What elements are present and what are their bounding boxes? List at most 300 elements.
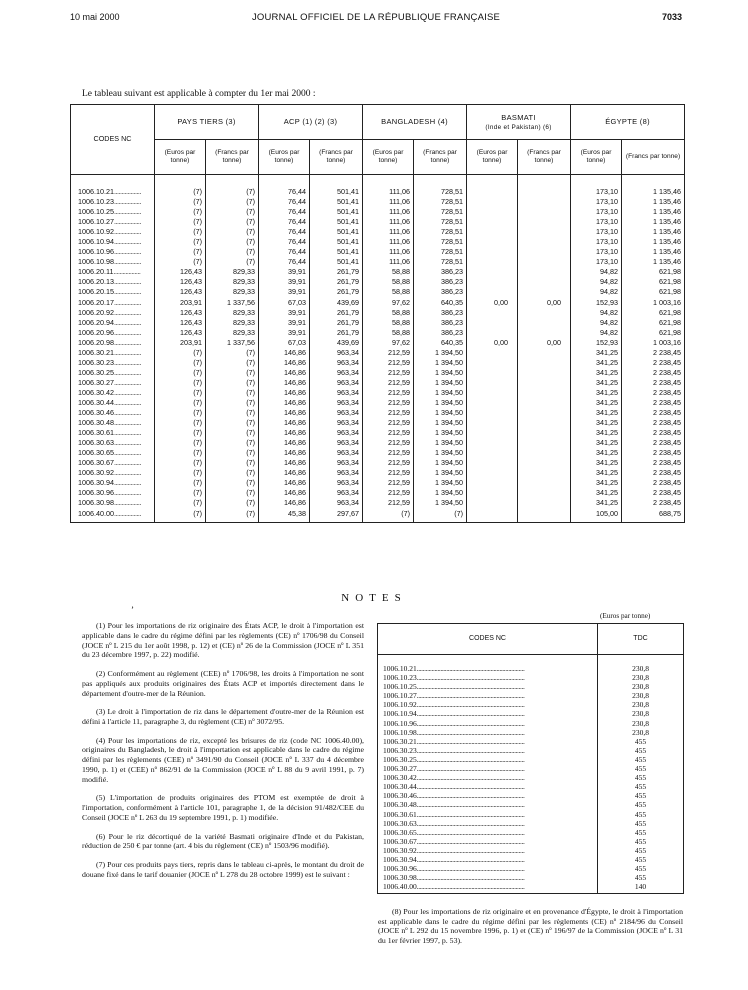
value-cell: 501,41 xyxy=(310,247,363,257)
leader-dots: ......................................................................... xyxy=(416,682,525,692)
tariff-table xyxy=(70,104,685,523)
table-row xyxy=(71,368,685,378)
nc-code: 1006.20.17 xyxy=(78,297,114,307)
value-cell: 829,33 xyxy=(206,308,259,318)
tdc-code: 1006.30.96 xyxy=(383,864,417,874)
leader-dots: .................. xyxy=(113,408,141,418)
leader-dots: .................. xyxy=(113,498,141,508)
tdc-row xyxy=(378,673,684,682)
nc-code: 1006.30.67 xyxy=(78,458,114,468)
tdc-value: 230,8 xyxy=(598,673,684,682)
value-cell: (7) xyxy=(206,448,259,458)
value-cell: 640,35 xyxy=(414,338,467,348)
table-row xyxy=(71,348,685,358)
page-number: 7033 xyxy=(661,12,682,22)
group-egypte: ÉGYPTE (8) xyxy=(571,105,685,140)
journal-title: JOURNAL OFFICIEL DE LA RÉPUBLIQUE FRANÇAISE xyxy=(251,12,501,23)
value-cell: 1 003,16 xyxy=(622,338,685,348)
value-cell: 111,06 xyxy=(363,237,414,247)
tdc-code: 1006.30.44 xyxy=(383,782,417,792)
value-cell: 126,43 xyxy=(155,318,206,328)
tdc-value: 230,8 xyxy=(598,719,684,728)
tdc-code: 1006.30.25 xyxy=(383,754,417,764)
tdc-row xyxy=(378,819,684,828)
value-cell: 621,98 xyxy=(622,318,685,328)
tdc-code: 1006.30.63 xyxy=(383,818,417,828)
value-cell: 2 238,45 xyxy=(622,348,685,358)
value-cell: 261,79 xyxy=(310,328,363,338)
value-cell: 1 394,50 xyxy=(414,378,467,388)
value-cell: 829,33 xyxy=(206,267,259,277)
value-cell: (7) xyxy=(206,388,259,398)
value-cell: 621,98 xyxy=(622,308,685,318)
value-cell: 341,25 xyxy=(571,488,622,498)
leader-dots: .................. xyxy=(113,317,141,327)
value-cell: 341,25 xyxy=(571,418,622,428)
table-row xyxy=(71,197,685,207)
table-row xyxy=(71,328,685,338)
tdc-code-cell xyxy=(378,764,598,773)
value-cell: 341,25 xyxy=(571,368,622,378)
unit-francs-header: (Francs par tonne) xyxy=(206,140,259,175)
leader-dots: .................. xyxy=(113,458,141,468)
value-cell: 341,25 xyxy=(571,348,622,358)
leader-dots: .................. xyxy=(113,187,141,196)
nc-code-cell xyxy=(71,358,155,368)
value-cell xyxy=(467,277,518,287)
value-cell: 1 394,50 xyxy=(414,478,467,488)
leader-dots: .................. xyxy=(113,267,141,277)
tdc-value: 455 xyxy=(598,782,684,791)
value-cell: (7) xyxy=(206,227,259,237)
tdc-code: 1006.10.23 xyxy=(383,673,417,683)
value-cell: 261,79 xyxy=(310,267,363,277)
value-cell: 111,06 xyxy=(363,207,414,217)
value-cell: (7) xyxy=(206,458,259,468)
value-cell: 1 394,50 xyxy=(414,468,467,478)
table-row xyxy=(71,488,685,498)
value-cell xyxy=(467,408,518,418)
tdc-value: 230,8 xyxy=(598,691,684,700)
value-cell: 212,59 xyxy=(363,468,414,478)
tdc-row xyxy=(378,709,684,718)
tdc-code: 1006.10.21 xyxy=(383,664,417,673)
value-cell: 1 135,46 xyxy=(622,227,685,237)
value-cell: 1 394,50 xyxy=(414,498,467,508)
value-cell: 261,79 xyxy=(310,308,363,318)
leader-dots: ......................................................................... xyxy=(416,791,525,801)
tdc-value: 455 xyxy=(598,764,684,773)
value-cell: 621,98 xyxy=(622,267,685,277)
nc-code-cell xyxy=(71,458,155,468)
nc-code: 1006.30.65 xyxy=(78,448,114,458)
nc-code-cell xyxy=(71,328,155,338)
value-cell: 58,88 xyxy=(363,328,414,338)
tdc-value: 455 xyxy=(598,810,684,819)
tdc-table xyxy=(377,623,684,894)
value-cell xyxy=(518,418,571,428)
col-codes-nc: CODES NC xyxy=(71,105,155,175)
leader-dots: .................. xyxy=(113,337,141,347)
leader-dots: .................. xyxy=(113,257,141,267)
nc-code-cell xyxy=(71,368,155,378)
nc-code-cell xyxy=(71,438,155,448)
value-cell: 386,23 xyxy=(414,318,467,328)
value-cell: 728,51 xyxy=(414,217,467,227)
value-cell: 67,03 xyxy=(259,298,310,308)
notes-left-column xyxy=(82,621,364,888)
value-cell: 501,41 xyxy=(310,187,363,197)
value-cell: 173,10 xyxy=(571,197,622,207)
nc-code-cell xyxy=(71,378,155,388)
nc-code-cell xyxy=(71,267,155,277)
value-cell: 829,33 xyxy=(206,318,259,328)
leader-dots: ......................................................................... xyxy=(416,782,525,792)
value-cell: 640,35 xyxy=(414,298,467,308)
value-cell: 728,51 xyxy=(414,207,467,217)
value-cell: 341,25 xyxy=(571,428,622,438)
value-cell xyxy=(518,388,571,398)
value-cell: 111,06 xyxy=(363,217,414,227)
value-cell: 146,86 xyxy=(259,428,310,438)
value-cell xyxy=(518,207,571,217)
value-cell xyxy=(518,398,571,408)
value-cell: (7) xyxy=(155,247,206,257)
value-cell: 963,34 xyxy=(310,378,363,388)
leader-dots: ......................................................................... xyxy=(416,764,525,774)
value-cell: 386,23 xyxy=(414,277,467,287)
nc-code-cell xyxy=(71,247,155,257)
value-cell: (7) xyxy=(155,498,206,508)
value-cell: 126,43 xyxy=(155,277,206,287)
value-cell: 341,25 xyxy=(571,468,622,478)
tdc-value: 455 xyxy=(598,737,684,746)
tdc-row xyxy=(378,728,684,737)
nc-code-cell xyxy=(71,509,155,523)
nc-code: 1006.30.98 xyxy=(78,498,114,508)
value-cell: 2 238,45 xyxy=(622,458,685,468)
nc-code: 1006.30.42 xyxy=(78,387,114,397)
table-row xyxy=(71,338,685,348)
value-cell: 76,44 xyxy=(259,257,310,267)
value-cell: (7) xyxy=(155,408,206,418)
value-cell: 146,86 xyxy=(259,408,310,418)
table-row xyxy=(71,277,685,287)
tdc-code-cell xyxy=(378,873,598,882)
tdc-value: 230,8 xyxy=(598,682,684,691)
leader-dots: .................. xyxy=(113,247,141,257)
value-cell: 1 394,50 xyxy=(414,448,467,458)
nc-code-cell xyxy=(71,428,155,438)
group-pays-tiers: PAYS TIERS (3) xyxy=(155,105,259,140)
leader-dots: ......................................................................... xyxy=(416,736,525,746)
value-cell xyxy=(518,227,571,237)
leader-dots: .................. xyxy=(113,297,141,307)
value-cell: 146,86 xyxy=(259,458,310,468)
value-cell xyxy=(518,267,571,277)
tdc-code-cell xyxy=(378,800,598,809)
value-cell xyxy=(467,478,518,488)
value-cell: 963,34 xyxy=(310,398,363,408)
nc-code: 1006.30.92 xyxy=(78,468,114,478)
leader-dots: .................. xyxy=(113,397,141,407)
leader-dots: ......................................................................... xyxy=(416,873,525,883)
tdc-code: 1006.30.23 xyxy=(383,745,417,755)
value-cell: 111,06 xyxy=(363,247,414,257)
value-cell xyxy=(467,247,518,257)
table-row xyxy=(71,217,685,227)
value-cell: 146,86 xyxy=(259,378,310,388)
nc-code-cell xyxy=(71,308,155,318)
nc-code-cell xyxy=(71,338,155,348)
nc-code-cell xyxy=(71,207,155,217)
value-cell: 963,34 xyxy=(310,408,363,418)
value-cell: 0,00 xyxy=(518,298,571,308)
table-row xyxy=(71,267,685,277)
leader-dots: .................. xyxy=(113,367,141,377)
table-row xyxy=(71,187,685,197)
leader-dots: .................. xyxy=(113,307,141,317)
tdc-code: 1006.30.61 xyxy=(383,809,417,819)
value-cell: (7) xyxy=(155,428,206,438)
value-cell: 111,06 xyxy=(363,227,414,237)
value-cell: 2 238,45 xyxy=(622,378,685,388)
value-cell: 173,10 xyxy=(571,217,622,227)
value-cell: (7) xyxy=(155,348,206,358)
leader-dots: ......................................................................... xyxy=(416,709,525,719)
note-paragraph: (2) Conformément au règlement (CEE) nº 1706/98, les droits à l'importation ne sont pas appliqués aux produits originaires des États ACP et importés directement dans le département d'outre-mer de la Réunion. xyxy=(82,668,364,698)
unit-francs-header: (Francs par tonne) xyxy=(622,140,685,175)
table-row xyxy=(71,298,685,308)
tdc-value: 455 xyxy=(598,855,684,864)
value-cell: (7) xyxy=(206,378,259,388)
tdc-row xyxy=(378,746,684,755)
value-cell: (7) xyxy=(155,458,206,468)
value-cell: 39,91 xyxy=(259,267,310,277)
value-cell: 439,69 xyxy=(310,338,363,348)
leader-dots: ......................................................................... xyxy=(416,664,525,673)
value-cell: 501,41 xyxy=(310,217,363,227)
tdc-code-cell xyxy=(378,700,598,709)
tdc-value: 455 xyxy=(598,773,684,782)
tdc-row xyxy=(378,828,684,837)
value-cell: 2 238,45 xyxy=(622,358,685,368)
value-cell: 963,34 xyxy=(310,388,363,398)
basmati-title: BASMATI xyxy=(501,113,536,123)
value-cell: 341,25 xyxy=(571,498,622,508)
value-cell: (7) xyxy=(206,207,259,217)
value-cell xyxy=(518,277,571,287)
value-cell: (7) xyxy=(206,509,259,523)
value-cell: 963,34 xyxy=(310,478,363,488)
tdc-code: 1006.30.48 xyxy=(383,800,417,810)
value-cell xyxy=(467,318,518,328)
value-cell: 58,88 xyxy=(363,267,414,277)
value-cell xyxy=(518,378,571,388)
tdc-row xyxy=(378,837,684,846)
nc-code-cell xyxy=(71,257,155,267)
value-cell: 58,88 xyxy=(363,287,414,297)
leader-dots: .................. xyxy=(113,217,141,227)
tdc-code-cell xyxy=(378,810,598,819)
value-cell: (7) xyxy=(155,388,206,398)
value-cell: 146,86 xyxy=(259,448,310,458)
leader-dots: .................. xyxy=(113,347,141,357)
value-cell: 1 135,46 xyxy=(622,237,685,247)
value-cell xyxy=(518,468,571,478)
nc-code-cell xyxy=(71,227,155,237)
value-cell xyxy=(467,438,518,448)
value-cell: 1 394,50 xyxy=(414,348,467,358)
table-row xyxy=(71,458,685,468)
value-cell xyxy=(467,388,518,398)
value-cell: 963,34 xyxy=(310,438,363,448)
value-cell: (7) xyxy=(206,197,259,207)
value-cell: 688,75 xyxy=(622,509,685,523)
nc-code-cell xyxy=(71,448,155,458)
leader-dots: .................. xyxy=(113,488,141,498)
value-cell: 341,25 xyxy=(571,398,622,408)
table-row xyxy=(71,287,685,297)
value-cell: 728,51 xyxy=(414,197,467,207)
leader-dots: ......................................................................... xyxy=(416,691,525,701)
value-cell: 963,34 xyxy=(310,368,363,378)
value-cell: (7) xyxy=(155,488,206,498)
value-cell: 728,51 xyxy=(414,237,467,247)
nc-code-cell xyxy=(71,197,155,207)
tdc-row xyxy=(378,846,684,855)
value-cell xyxy=(467,398,518,408)
tdc-row xyxy=(378,873,684,882)
value-cell xyxy=(518,318,571,328)
table-row xyxy=(71,428,685,438)
nc-code-cell xyxy=(71,348,155,358)
value-cell: 97,62 xyxy=(363,338,414,348)
tdc-value: 455 xyxy=(598,746,684,755)
value-cell xyxy=(518,217,571,227)
value-cell: 146,86 xyxy=(259,498,310,508)
tdc-code-cell xyxy=(378,819,598,828)
table-row xyxy=(71,418,685,428)
table-row xyxy=(71,478,685,488)
tdc-row xyxy=(378,791,684,800)
value-cell xyxy=(467,267,518,277)
note-paragraph: (4) Pour les importations de riz, excepté les brisures de riz (code NC 1006.40.00), originaires du Bangladesh, le droit à l'importation est applicable dans le cadre du régime défini par les règlements (CEE) nº 3491/90 du Conseil (JOCE nº L 337 du 4 décembre 1990, p. 1) et (CEE) nº 862/91 de la Commission (JOCE nº L 88 du 9 avril 1991, p. 7) modifié. xyxy=(82,735,364,784)
nc-code: 1006.10.92 xyxy=(78,227,114,237)
tdc-code: 1006.10.94 xyxy=(383,709,417,719)
value-cell: 386,23 xyxy=(414,308,467,318)
tdc-code-cell xyxy=(378,773,598,782)
value-cell: 2 238,45 xyxy=(622,468,685,478)
group-bangladesh: BANGLADESH (4) xyxy=(363,105,467,140)
value-cell xyxy=(467,308,518,318)
value-cell: 76,44 xyxy=(259,207,310,217)
value-cell xyxy=(467,418,518,428)
value-cell: 212,59 xyxy=(363,418,414,428)
tdc-value: 455 xyxy=(598,828,684,837)
leader-dots: ......................................................................... xyxy=(416,809,525,819)
value-cell: 39,91 xyxy=(259,277,310,287)
leader-dots: ......................................................................... xyxy=(416,836,525,846)
nc-code-cell xyxy=(71,498,155,508)
value-cell: 1 003,16 xyxy=(622,298,685,308)
value-cell xyxy=(467,358,518,368)
value-cell: 2 238,45 xyxy=(622,498,685,508)
tdc-code-cell xyxy=(378,791,598,800)
nc-code-cell xyxy=(71,478,155,488)
value-cell xyxy=(518,368,571,378)
leader-dots: ......................................................................... xyxy=(416,718,525,728)
leader-dots: ......................................................................... xyxy=(416,754,525,764)
value-cell: 212,59 xyxy=(363,438,414,448)
tdc-code-cell xyxy=(378,882,598,894)
leader-dots: ......................................................................... xyxy=(416,882,525,892)
value-cell: 2 238,45 xyxy=(622,488,685,498)
nc-code: 1006.30.96 xyxy=(78,488,114,498)
value-cell: (7) xyxy=(206,408,259,418)
table-row xyxy=(71,438,685,448)
nc-code: 1006.20.15 xyxy=(78,287,114,297)
page-header xyxy=(70,12,682,26)
unit-francs-header: (Francs par tonne) xyxy=(414,140,467,175)
value-cell: 212,59 xyxy=(363,448,414,458)
nc-code-cell xyxy=(71,187,155,197)
nc-code-cell xyxy=(71,277,155,287)
value-cell: (7) xyxy=(414,509,467,523)
leader-dots: ......................................................................... xyxy=(416,673,525,683)
note-8: (8) Pour les importations de riz originaire et en provenance d'Égypte, le droit à l'importation est applicable dans le cadre du régime défini par les règlements (CE) nº 2184/96 du Conseil (JOCE nº L 292 du 15 novembre 1996, p. 1) et (CE) nº 196/97 de la Commission (JOCE nº L 31 du 1er février 1997, p. 53). xyxy=(378,907,683,945)
value-cell: 39,91 xyxy=(259,328,310,338)
value-cell: 501,41 xyxy=(310,207,363,217)
value-cell xyxy=(467,488,518,498)
tdc-code-cell xyxy=(378,664,598,673)
nc-code: 1006.10.96 xyxy=(78,247,114,257)
tdc-value: 230,8 xyxy=(598,700,684,709)
value-cell: 58,88 xyxy=(363,308,414,318)
value-cell xyxy=(518,247,571,257)
tdc-code-cell xyxy=(378,682,598,691)
tdc-code: 1006.30.21 xyxy=(383,736,417,746)
value-cell: (7) xyxy=(206,478,259,488)
value-cell: 621,98 xyxy=(622,287,685,297)
value-cell: 621,98 xyxy=(622,277,685,287)
value-cell: 212,59 xyxy=(363,458,414,468)
value-cell: 146,86 xyxy=(259,478,310,488)
tdc-row xyxy=(378,719,684,728)
value-cell: 105,00 xyxy=(571,509,622,523)
nc-code-cell xyxy=(71,418,155,428)
value-cell: (7) xyxy=(206,498,259,508)
nc-code: 1006.30.21 xyxy=(78,347,114,357)
value-cell: (7) xyxy=(206,488,259,498)
value-cell: 152,93 xyxy=(571,338,622,348)
tdc-value: 140 xyxy=(598,882,684,894)
tdc-code: 1006.30.65 xyxy=(383,827,417,837)
leader-dots: .................. xyxy=(113,428,141,438)
value-cell: 1 337,56 xyxy=(206,338,259,348)
note-paragraph: (6) Pour le riz décortiqué de la variété Basmati originaire d'Inde et du Pakistan, réduction de 250 € par tonne (art. 4 bis du règlement (CE) nº 1503/96 modifié). xyxy=(82,831,364,851)
value-cell: 146,86 xyxy=(259,368,310,378)
value-cell: 1 135,46 xyxy=(622,257,685,267)
value-cell: (7) xyxy=(155,358,206,368)
tdc-code: 1006.30.27 xyxy=(383,764,417,774)
nc-code: 1006.20.98 xyxy=(78,337,114,347)
value-cell xyxy=(518,509,571,523)
value-cell: (7) xyxy=(155,448,206,458)
value-cell: 39,91 xyxy=(259,318,310,328)
group-acp: ACP (1) (2) (3) xyxy=(259,105,363,140)
value-cell: 76,44 xyxy=(259,237,310,247)
